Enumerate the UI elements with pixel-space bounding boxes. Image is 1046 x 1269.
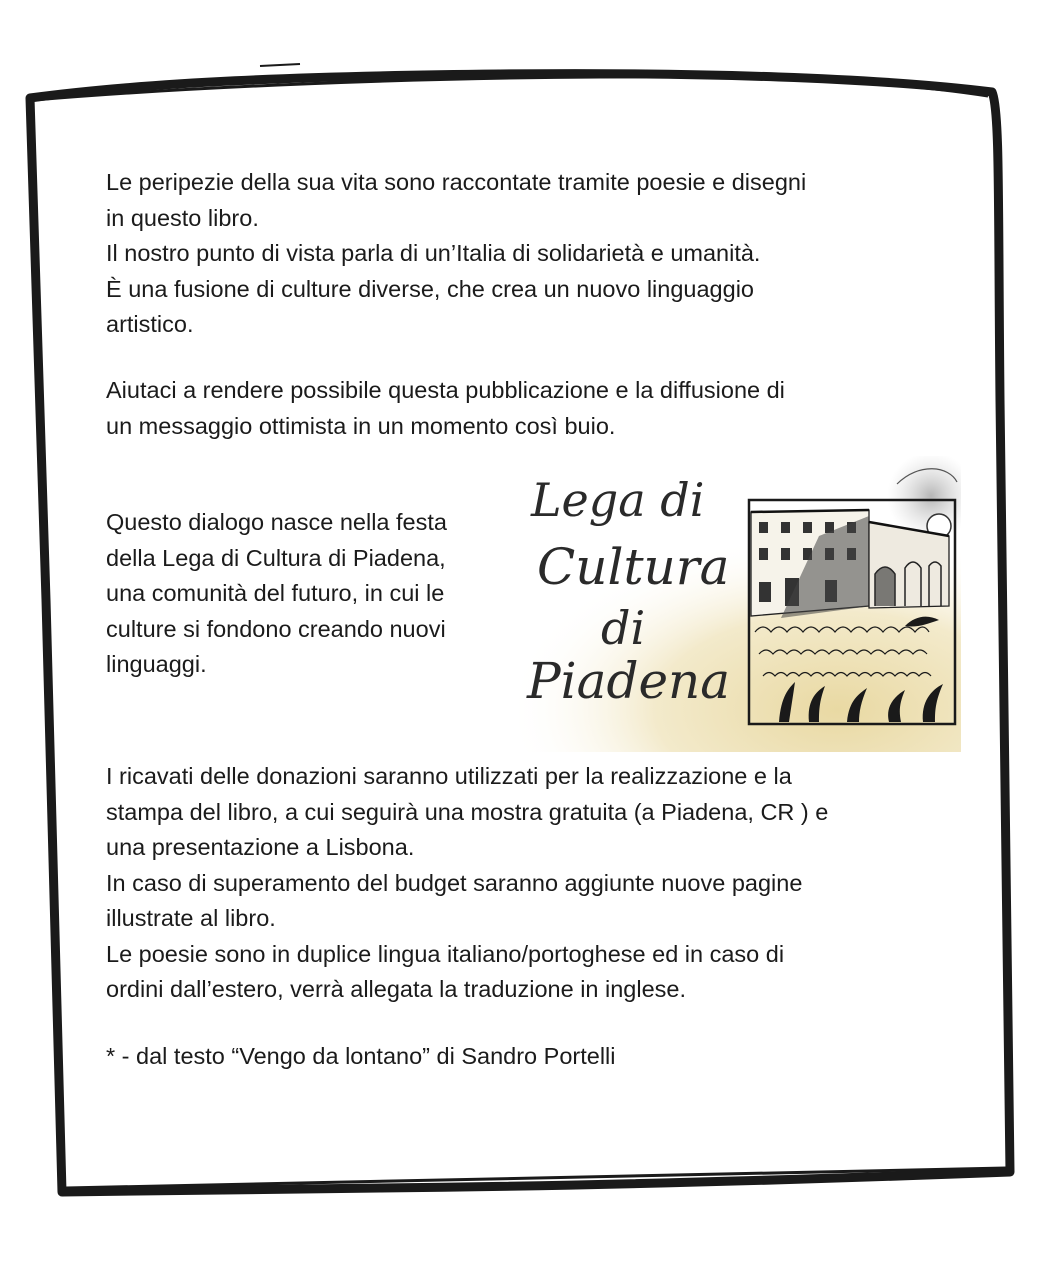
text-line: culture si fondono creando nuovi	[106, 615, 446, 642]
text-line: illustrate al libro.	[106, 905, 276, 931]
text-line: un messaggio ottimista in un momento così buio.	[106, 412, 616, 439]
text-line: In caso di superamento del budget saranno aggiunte nuove pagine	[106, 869, 803, 896]
text-line: Aiutaci a rendere possibile questa pubblicazione e la diffusione di	[106, 377, 785, 403]
lettering-line: Piadena	[527, 652, 731, 710]
text-line: artistico.	[106, 311, 194, 337]
text-line: Questo dialogo nasce nella festa	[106, 509, 447, 535]
intro-paragraph	[106, 165, 806, 343]
lega-di-cultura-illustration	[519, 456, 961, 752]
lettering-line: di	[601, 601, 646, 655]
origin-paragraph	[106, 505, 447, 683]
text-line: linguaggi.	[106, 651, 207, 677]
lettering	[526, 473, 730, 710]
donations-paragraph	[106, 759, 828, 1008]
text-line: * - dal testo “Vengo da lontano” di Sandro Portelli	[106, 1043, 616, 1069]
text-line: Il nostro punto di vista parla di un’Italia di solidarietà e umanità.	[106, 240, 761, 266]
text-line: I ricavati delle donazioni saranno utilizzati per la realizzazione e la	[106, 763, 792, 789]
lettering-line: Cultura	[537, 538, 730, 596]
text-line: Le poesie sono in duplice lingua italiano/portoghese ed in caso di	[106, 940, 785, 967]
text-line: della Lega di Cultura di Piadena,	[106, 544, 446, 571]
lettering-line: Lega di	[531, 473, 705, 527]
footnote	[106, 1039, 615, 1075]
text-line: stampa del libro, a cui seguirà una mostra gratuita (a Piadena, CR ) e	[106, 798, 829, 825]
text-line: una presentazione a Lisbona.	[106, 834, 415, 860]
text-line: ordini dall’estero, verrà allegata la traduzione in inglese.	[106, 976, 687, 1002]
text-line: in questo libro.	[106, 204, 259, 231]
text-line: È una fusione di culture diverse, che crea un nuovo linguaggio	[106, 275, 754, 302]
text-line: Le peripezie della sua vita sono raccontate tramite poesie e disegni	[106, 169, 807, 195]
text-line: una comunità del futuro, in cui le	[106, 580, 445, 606]
support-paragraph	[106, 373, 785, 444]
